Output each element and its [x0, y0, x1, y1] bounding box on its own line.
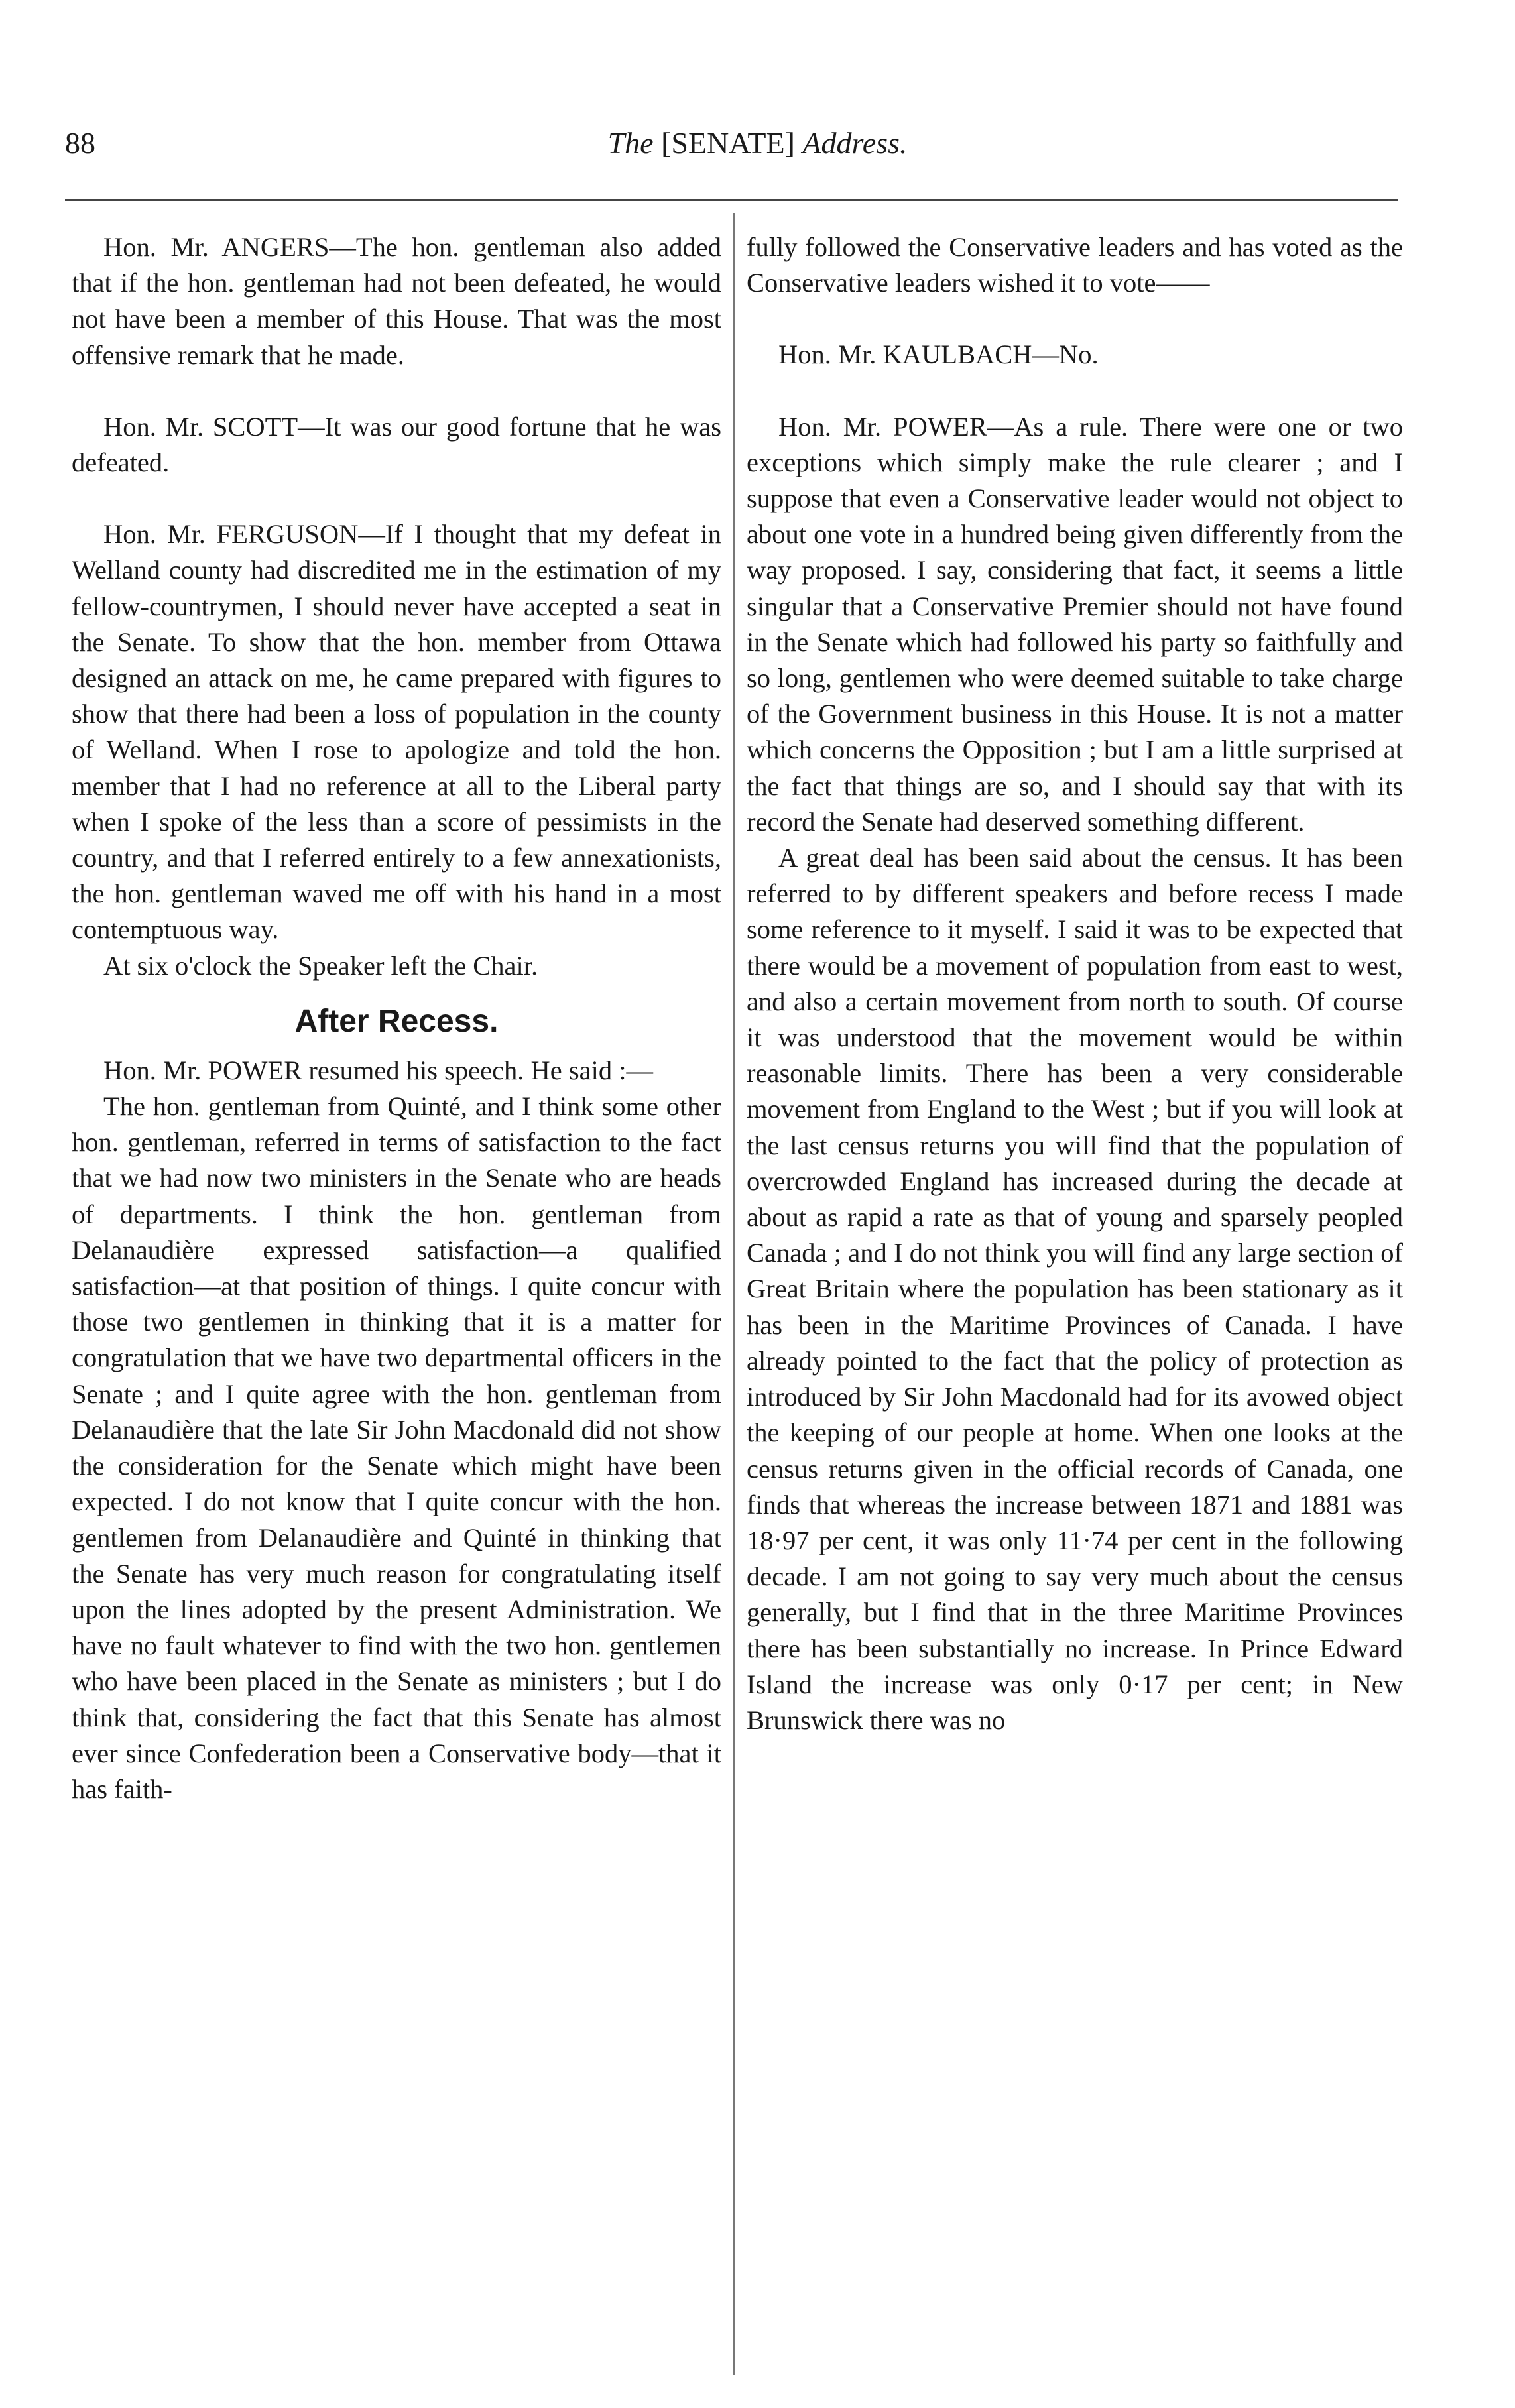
paragraph-scott: Hon. Mr. SCOTT—It was our good fortune that he was defeated.: [72, 411, 721, 478]
running-head-bracket: [SENATE]: [661, 126, 795, 160]
paragraph-power-rule: Hon. Mr. POWER—As a rule. There were one or two exceptions which simply make the rule clearer ; and I suppose that even a Conservative leader would not object to about one vote in a hundred being given differently from the way proposed. I say, considering that fact, it seems a little singular that a Conservative Premier should not have found in the Senate which had followed his party so faithfully and so long, gentlemen who were deemed suitable to take charge of the Government business in this House. It is not a matter which concerns the Opposition ; but I am a little surprised at the fact that things are so, and I should say that with its record the Senate had deserved something different.: [747, 411, 1403, 837]
running-head-suffix: Address.: [802, 126, 908, 160]
column-divider: [733, 213, 735, 2375]
paragraph-power-resumed: Hon. Mr. POWER resumed his speech. He said :—: [103, 1055, 654, 1085]
left-column: [72, 229, 721, 1807]
paragraph-power-speech: The hon. gentleman from Quinté, and I think some other hon. gentleman, referred in terms of satisfaction to the fact that we had now two ministers in the Senate who are heads of departments. I think the hon. gentleman from Delanaudière expressed satisfaction—a qualified satisfaction—at that position of things. I quite concur with those two gentlemen in thinking that it is a matter for congratulation that we have two departmental officers in the Senate ; and I quite agree with the hon. gentleman from Delanaudière that the late Sir John Macdonald did not show the consideration for the Senate which might have been expected. I do not know that I quite concur with the hon. gentlemen from Delanaudière and Quinté in thinking that the Senate has very much reason for congratulating itself upon the lines adopted by the present Administration. We have no fault whatever to find with the two hon. gentlemen who have been placed in the Senate as ministers ; but I do think that, considering the fact that this Senate has almost ever since Confederation been a Conservative body—that it has faith-: [72, 1091, 721, 1804]
paragraph-continuation: fully followed the Conservative leaders and has voted as the Conservative leaders wished it to vote——: [747, 232, 1403, 298]
section-heading-after-recess: After Recess.: [294, 1003, 499, 1039]
paragraph-angers: Hon. Mr. ANGERS—The hon. gentleman also added that if the hon. gentleman had not been defeated, he would not have been a member of this House. That was the most offensive remark that he made.: [72, 232, 721, 370]
paragraph-six-oclock: At six o'clock the Speaker left the Chair.: [103, 950, 538, 981]
page-number: 88: [65, 126, 95, 160]
running-head-prefix: The: [607, 126, 654, 160]
paragraph-ferguson: Hon. Mr. FERGUSON—If I thought that my defeat in Welland county had discredited me in the estimation of my fellow-countrymen, I should never have accepted a seat in the Senate. To show that the hon. member from Ottawa designed an attack on me, he came prepared with figures to show that there had been a loss of population in the county of Welland. When I rose to apologize and told the hon. member that I had no reference at all to the Liberal party when I spoke of the less than a score of pessimists in the country, and that I referred entirely to a few annexationists, the hon. gentleman waved me off with his hand in a most contemptuous way.: [72, 519, 721, 945]
running-head: [0, 125, 1515, 162]
paragraph-census: A great deal has been said about the census. It has been referred to by different speakers and before recess I made some reference to it myself. I said it was to be expected that there would be a movement of population from east to west, and also a certain movement from north to south. Of course it was understood that the movement would be within reasonable limits. There has been a very considerable movement from England to the West ; but if you will look at the last census returns you will find that the population of overcrowded England has increased during the decade at about as rapid a rate as that of young and sparsely peopled Canada ; and I do not think you will find any large section of Great Britain where the population has been stationary as it has been in the Maritime Provinces of Canada. I have already pointed to the fact that the policy of protection as introduced by Sir John Macdonald had for its avowed object the keeping of our people at home. When one looks at the census returns given in the official records of Canada, one finds that whereas the increase between 1871 and 1881 was 18·97 per cent, it was only 11·74 per cent in the following decade. I am not going to say very much about the census generally, but I find that in the three Maritime Provinces there has been substantially no increase. In Prince Edward Island the increase was only 0·17 per cent; in New Brunswick there was no: [747, 843, 1403, 1735]
header-rule: [65, 199, 1398, 201]
paragraph-kaulbach: Hon. Mr. KAULBACH—No.: [778, 339, 1099, 370]
right-column: [747, 229, 1403, 1738]
